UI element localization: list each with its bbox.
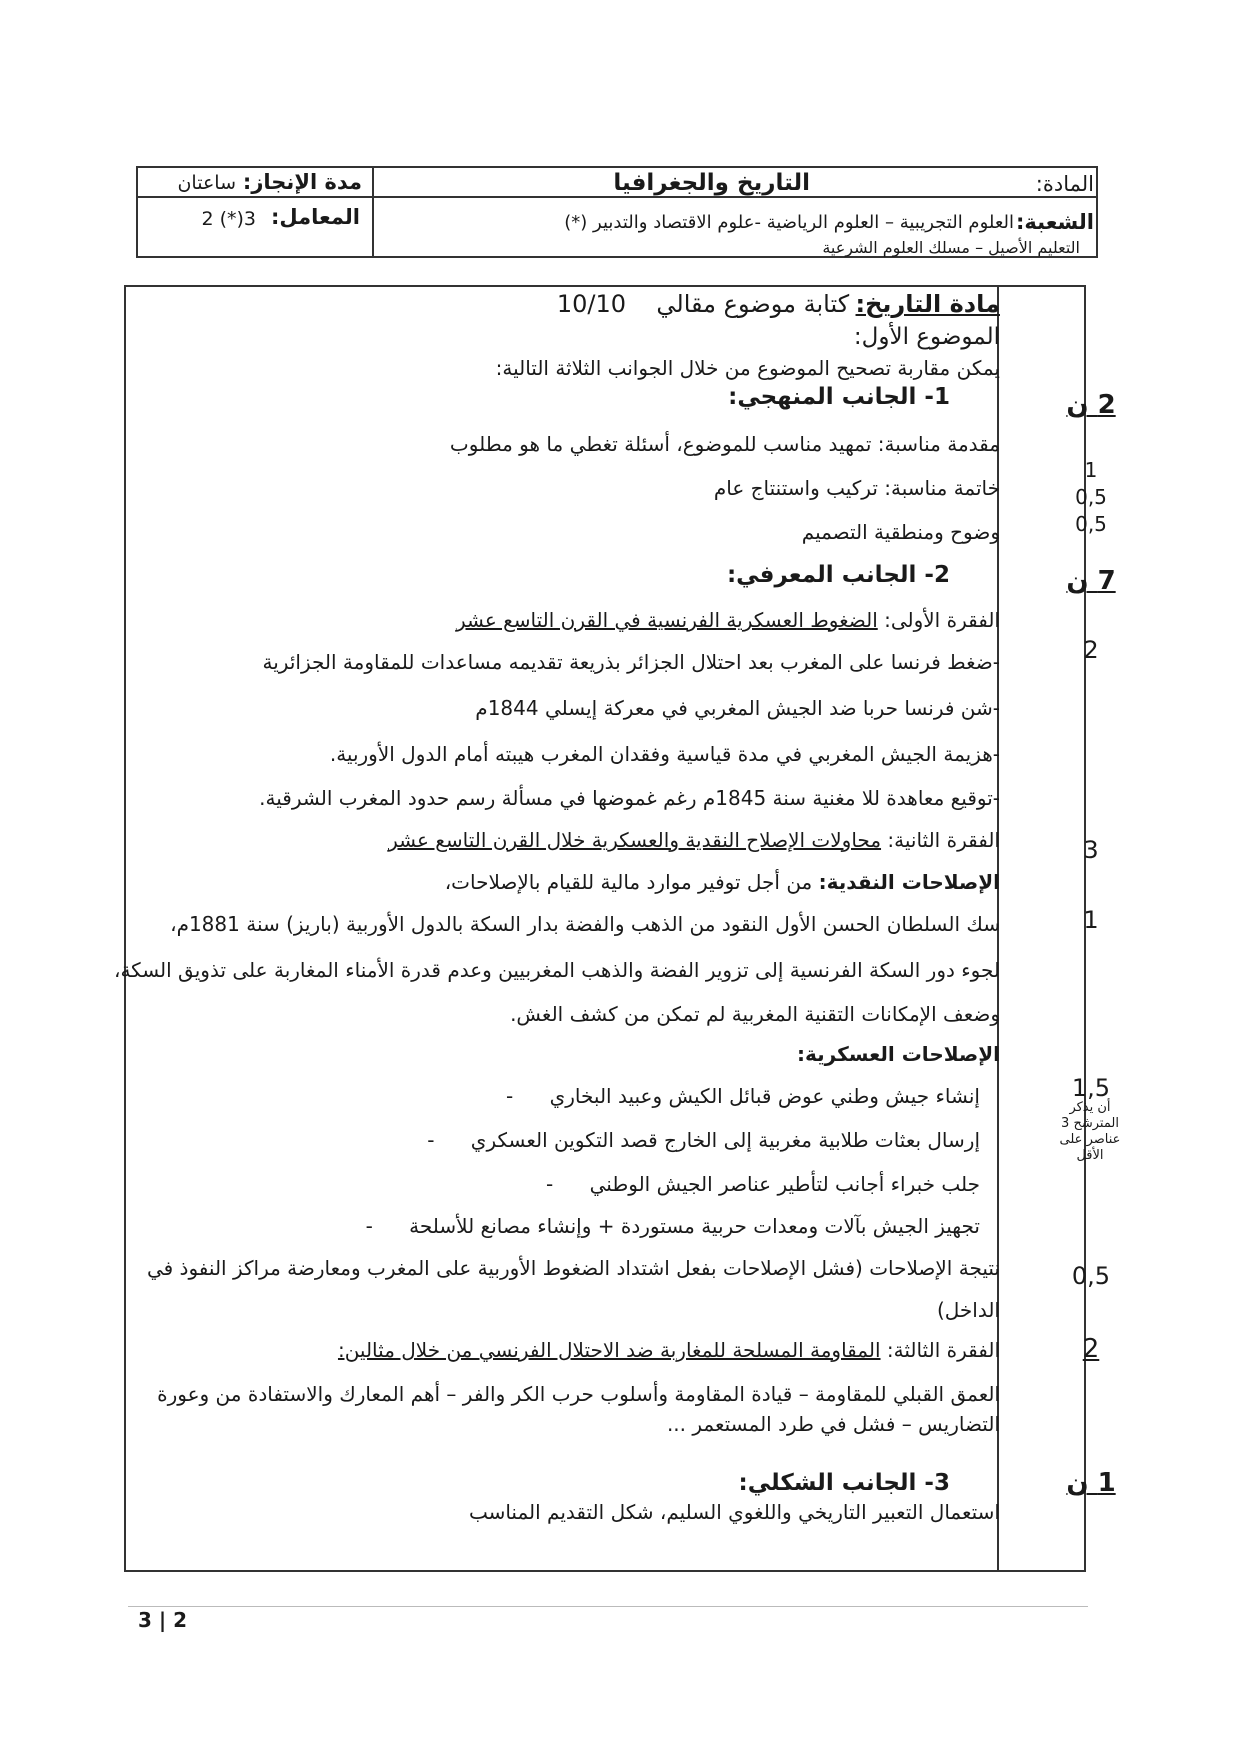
para1-heading [456, 608, 1000, 632]
para3-line-1: العمق القبلي للمقاومة – قيادة المقاومة وأسلوب حرب الكر والفر – أهم المعارك والاستفادة من وعورة [157, 1382, 1000, 1406]
coefficient-label: المعامل: [270, 205, 360, 229]
military-item-2-text: إرسال بعثات طلابية مغربية إلى الخارج قصد التكوين العسكري [470, 1128, 980, 1152]
result-text-2: الداخل) [936, 1298, 1000, 1322]
formal-text: استعمال التعبير التاريخي واللغوي السليم، شكل التقديم المناسب [468, 1500, 1000, 1524]
monetary-score: 1 [1083, 906, 1099, 934]
monetary-intro: من أجل توفير موارد مالية للقيام بالإصلاحات، [444, 870, 813, 894]
military-score-note: أن يذكر المترشح 3 عناصر على الأقل [1059, 1100, 1121, 1163]
para3-line-2: التضاريس – فشل في طرد المستعمر ... [666, 1412, 1000, 1436]
page-number: 3 | 2 [138, 1608, 188, 1632]
formal-score: 1 ن [1066, 1468, 1116, 1498]
header-col-divider [372, 166, 374, 258]
history-title-score: 10/10 [556, 290, 627, 318]
intro-text: يمكن مقاربة تصحيح الموضوع من خلال الجوانب الثلاثة التالية: [495, 356, 1000, 380]
monetary-heading [445, 870, 1000, 894]
military-item-4 [366, 1214, 980, 1238]
method-item-1: مقدمة مناسبة: تمهيد مناسب للموضوع، أسئلة تغطي ما هو مطلوب [449, 432, 1000, 456]
monetary-line-1: سك السلطان الحسن الأول النقود من الذهب والفضة بدار السكة بالدول الأوربية (باريز) سنة 1881م، [170, 912, 1000, 936]
military-item-3-text: جلب خبراء أجانب لتأطير عناصر الجيش الوطني [589, 1172, 980, 1196]
result-score: 0,5 [1071, 1262, 1111, 1290]
para1-score: 2 [1083, 636, 1099, 664]
bullet-dash-icon: - [365, 1214, 373, 1238]
para3-label: الفقرة الثالثة: [886, 1338, 1000, 1362]
military-heading: الإصلاحات العسكرية: [797, 1042, 1000, 1066]
bullet-dash-icon: - [427, 1128, 435, 1152]
result-text: نتيجة الإصلاحات (فشل الإصلاحات بفعل اشتداد الضغوط الأوربية على المغرب ومعارضة مراكز النفوذ في [146, 1256, 1000, 1280]
para1-point-4: -توقيع معاهدة للا مغنية سنة 1845م رغم غموضها في مسألة رسم حدود المغرب الشرقية. [259, 786, 1000, 810]
history-title-label: مادة التاريخ: [855, 290, 1000, 318]
methodological-score: 2 ن [1066, 390, 1116, 420]
history-title-value: كتابة موضوع مقالي [656, 290, 850, 318]
topic-heading: الموضوع الأول: [853, 324, 1000, 350]
monetary-line-2: لجوء دور السكة الفرنسية إلى تزوير الفضة والذهب المغربيين وعدم قدرة الأمناء المغاربة على تذويق السكة، [113, 958, 1000, 982]
para1-point-3: -هزيمة الجيش المغربي في مدة قياسية وفقدان المغرب هيبته أمام الدول الأوربية. [329, 742, 1000, 766]
coefficient-value: 2 (*)3 [201, 208, 256, 230]
military-item-2 [427, 1128, 980, 1152]
para1-label: الفقرة الأولى: [884, 608, 1000, 632]
military-score: 1,5 [1071, 1074, 1111, 1102]
bullet-dash-icon: - [546, 1172, 554, 1196]
para2-score: 3 [1083, 836, 1099, 864]
military-item-4-text: تجهيز الجيش بآلات ومعدات حربية مستوردة + وإنشاء مصانع للأسلحة [409, 1214, 980, 1238]
method-item-3-score: 0,5 [1075, 512, 1107, 536]
knowledge-score: 7 ن [1066, 566, 1116, 596]
history-title [557, 290, 1000, 318]
method-item-3: وضوح ومنطقية التصميم [801, 520, 1000, 544]
monetary-label: الإصلاحات النقدية: [818, 870, 1000, 894]
subject-label: المادة: [1035, 172, 1094, 196]
para3-title: المقاومة المسلحة للمغاربة ضد الاحتلال الفرنسي من خلال مثالين: [337, 1338, 881, 1362]
bullet-dash-icon: - [506, 1084, 514, 1108]
header-row-divider [136, 196, 1098, 198]
branch-value-2: التعليم الأصيل – مسلك العلوم الشرعية [822, 238, 1080, 257]
method-item-2-score: 0,5 [1075, 485, 1107, 509]
para2-label: الفقرة الثانية: [887, 828, 1000, 852]
duration-label: مدة الإنجاز: [242, 170, 362, 194]
formal-heading: 3- الجانب الشكلي: [738, 1470, 950, 1496]
footer-rule [128, 1606, 1088, 1607]
military-item-1 [506, 1084, 980, 1108]
para3-heading [338, 1338, 1000, 1362]
para2-title: محاولات الإصلاح النقدية والعسكرية خلال القرن التاسع عشر [388, 828, 882, 852]
method-item-2: خاتمة مناسبة: تركيب واستنتاج عام [713, 476, 1000, 500]
knowledge-heading: 2- الجانب المعرفي: [726, 562, 950, 588]
para1-point-2: -شن فرنسا حربا ضد الجيش المغربي في معركة إيسلي 1844م [475, 696, 1000, 720]
military-item-3 [546, 1172, 980, 1196]
subject-value: التاريخ والجغرافيا [613, 170, 810, 196]
para3-score: 2 [1082, 1334, 1100, 1364]
para1-point-1: -ضغط فرنسا على المغرب بعد احتلال الجزائر بذريعة تقديمه مساعدات للمقاومة الجزائرية [262, 650, 1000, 674]
monetary-line-3: وضعف الإمكانات التقنية المغربية لم تمكن من كشف الغش. [510, 1002, 1000, 1026]
method-item-1-score: 1 [1084, 458, 1098, 482]
branch-label: الشعبة: [1015, 210, 1094, 234]
methodological-heading: 1- الجانب المنهجي: [728, 384, 950, 410]
para1-title: الضغوط العسكرية الفرنسية في القرن التاسع عشر [455, 608, 878, 632]
military-item-1-text: إنشاء جيش وطني عوض قبائل الكيش وعبيد البخاري [549, 1084, 980, 1108]
duration-value: ساعتان [177, 172, 236, 194]
para2-heading [388, 828, 1000, 852]
branch-value: العلوم التجريبية – العلوم الرياضية -علوم الاقتصاد والتدبير (*) [564, 212, 1014, 233]
